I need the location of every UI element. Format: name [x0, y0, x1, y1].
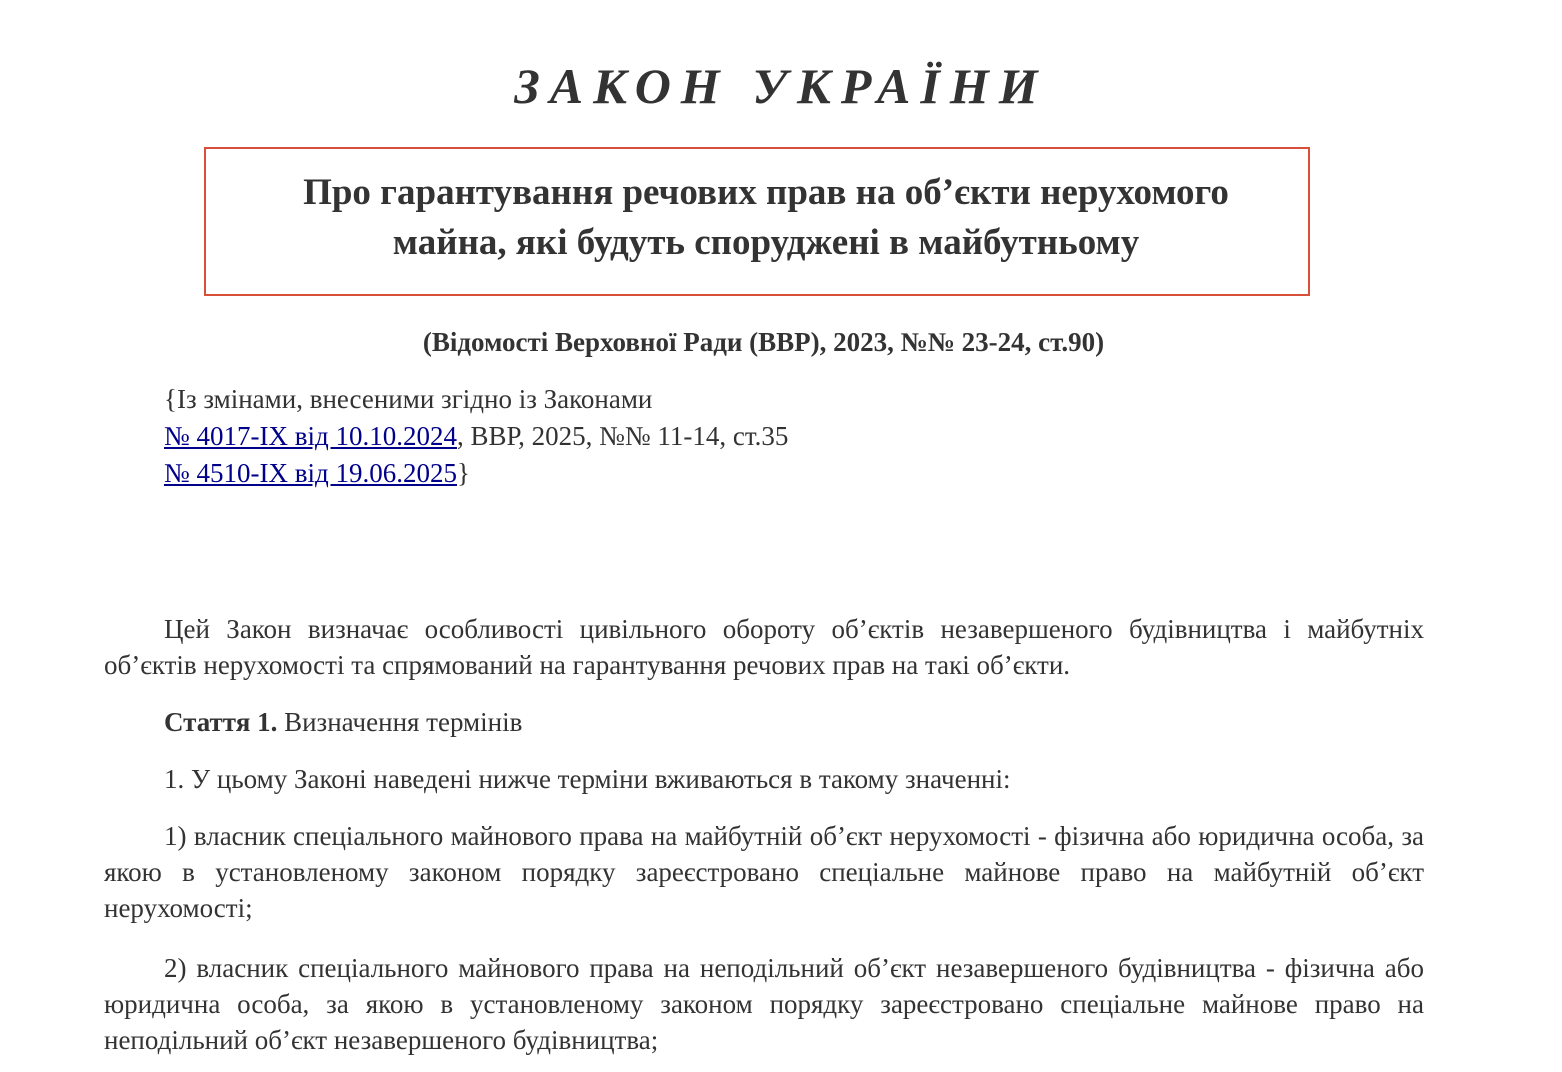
- preamble-paragraph: Цей Закон визначає особливості цивільного обороту об’єктів незавершеного будівництва і майбутніх об’єктів нерухомості та спрямований на гарантування речових прав на такі об’єкти.: [104, 614, 1424, 680]
- clause-1-paragraph: 1. У цьому Законі наведені нижче терміни вживаються в такому значенні:: [164, 764, 1011, 794]
- amendment-link-4017[interactable]: № 4017-IX від 10.10.2024: [164, 421, 457, 451]
- definition-item-1: 1) власник спеціального майнового права на майбутній об’єкт нерухомості - фізична або юридична особа, за якою в установленому законом порядку зареєстровано спеціальне майнове право на майбутній об’єкт нерухомості;: [104, 821, 1424, 923]
- amendment-item: [164, 418, 788, 455]
- law-title-box: [204, 147, 1310, 296]
- amendments-intro: {Із змінами, внесеними згідно із Законами: [164, 384, 653, 414]
- amendment-suffix: , ВВР, 2025, №№ 11-14, ст.35: [456, 421, 789, 451]
- article-1-title: Визначення термінів: [277, 707, 523, 737]
- amendment-item: [164, 455, 788, 492]
- source-reference: (Відомості Верховної Ради (ВВР), 2023, №№ 23-24, ст.90): [422, 327, 1105, 357]
- law-title-line1: Про гарантування речових прав на об’єкти нерухомого: [303, 171, 1229, 213]
- article-1-heading: [104, 704, 1424, 740]
- amendment-link-4510[interactable]: № 4510-IX від 19.06.2025: [164, 458, 457, 488]
- article-1-label: Стаття 1.: [164, 707, 278, 737]
- law-title: [285, 168, 1229, 268]
- amendments-block: [164, 381, 788, 492]
- definition-item-2: 2) власник спеціального майнового права на неподільний об’єкт незавершеного будівництва - фізична або юридична особа, за якою в установленому законом порядку зареєстровано спеціальне майнове право на неподільний об’єкт незавершеного будівництва;: [104, 953, 1424, 1055]
- amendment-suffix: }: [456, 458, 470, 488]
- law-header: ЗАКОН УКРАЇНИ: [514, 58, 1048, 114]
- law-title-line2: майна, які будуть споруджені в майбутньому: [392, 221, 1140, 263]
